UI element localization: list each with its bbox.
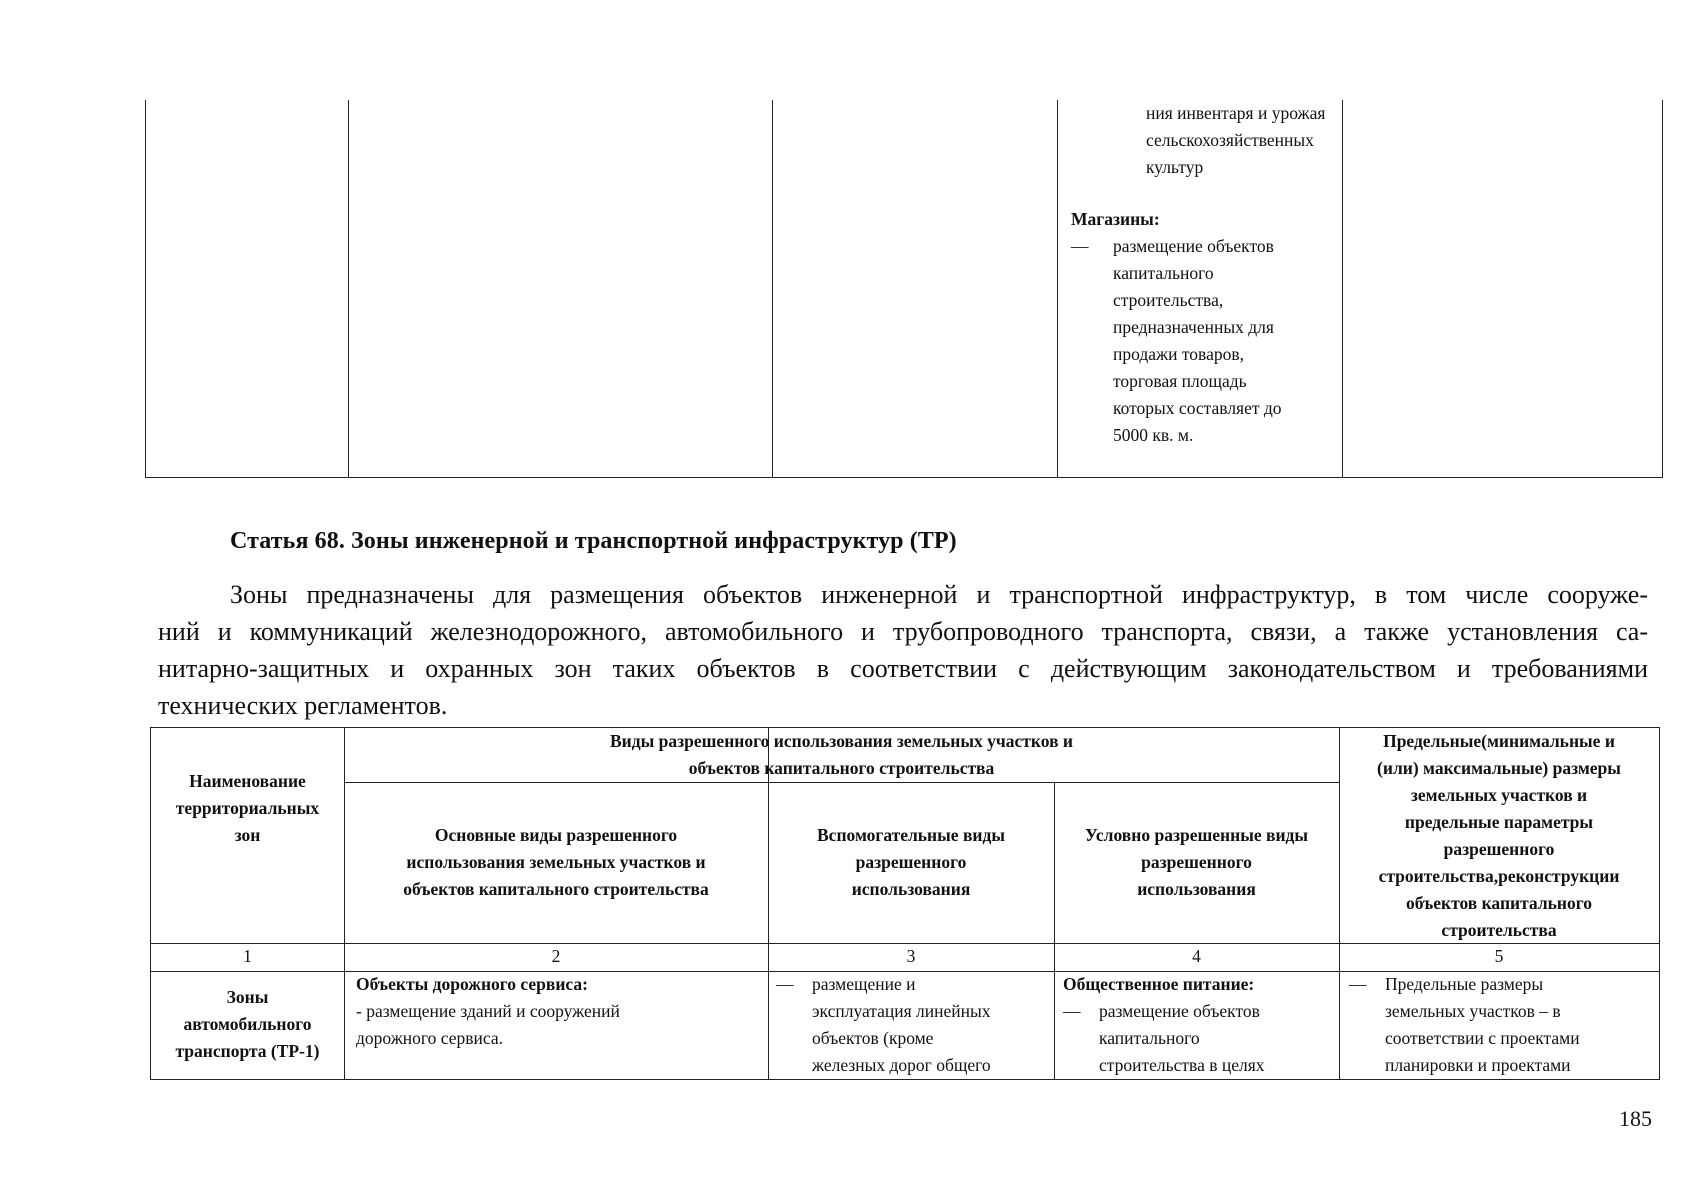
header-auxiliary-uses: Вспомогательные виды разрешенного использования — [817, 825, 1005, 899]
page-number: 185 — [1619, 1106, 1652, 1131]
paragraph-line: ний и коммуникаций железнодорожного, автомобильного и трубопроводного транспорта, связи, а также установления са- — [158, 617, 1648, 646]
header-permitted-uses-group: Виды разрешенного использования земельных участков и объектов капитального строительства — [610, 731, 1073, 778]
column-number: 3 — [906, 946, 916, 966]
zones-table — [150, 727, 1660, 1080]
dash-bullet: — — [776, 974, 794, 994]
row-divider — [344, 782, 1339, 783]
dash-bullet: — — [1349, 974, 1367, 994]
paragraph-line: Зоны предназначены для размещения объектов инженерной и транспортной инфраструктур, в том числе сооруже- — [230, 580, 1648, 609]
header-main-uses: Основные виды разрешенного использования земельных участков и объектов капитального строительства — [403, 825, 709, 899]
continued-table — [145, 100, 1663, 478]
column-number: 4 — [1192, 946, 1201, 966]
dash-bullet: — — [1071, 236, 1089, 256]
article-heading: Статья 68. Зоны инженерной и транспортной инфраструктур (ТР) — [230, 528, 957, 554]
auxiliary-uses-item: — размещение и эксплуатация линейных объектов (кроме железных дорог общего — [776, 971, 1046, 1079]
dash-bullet: — — [1063, 1001, 1081, 1021]
header-zone-name: Наименование территориальных зон — [175, 771, 320, 845]
shops-list-item: — размещение объектов капитального строительства, предназначенных для продажи товаров, торговая площадь которых составляет до 5000 кв. м. — [1071, 233, 1361, 449]
column-divider — [1057, 100, 1058, 477]
header-limit-parameters: Предельные(минимальные и (или) максимальные) размеры земельных участков и предельные параметры разрешенного строительства,реконструкции объектов капитального строительства — [1377, 731, 1621, 940]
public-catering-title: Общественное питание: — [1063, 974, 1255, 994]
column-number: 1 — [243, 946, 252, 966]
paragraph-line: нитарно-защитных и охранных зон таких объектов в соответствии с действующим законодательством и требованиями — [158, 654, 1648, 683]
zone-name: Зоны автомобильного транспорта (ТР-1) — [175, 987, 320, 1061]
column-number: 5 — [1494, 946, 1504, 966]
limits-item: — Предельные размеры земельных участков – в соответствии с проектами планировки и проектами — [1349, 971, 1654, 1079]
article-paragraph — [158, 576, 1648, 724]
header-conditional-uses: Условно разрешенные виды разрешенного использования — [1084, 825, 1309, 899]
road-service-title: Объекты дорожного сервиса: — [356, 974, 588, 994]
conditional-uses-item: — размещение объектов капитального строительства в целях — [1063, 998, 1333, 1079]
continued-item-text: ния инвентаря и урожая сельскохозяйственных культур — [1146, 103, 1326, 177]
column-divider — [772, 100, 773, 477]
column-divider — [348, 100, 349, 477]
main-uses-cell: Объекты дорожного сервиса: - размещение зданий и сооружений дорожного сервиса. — [356, 971, 761, 1052]
paragraph-line: технических регламентов. — [158, 691, 448, 720]
shops-title: Магазины: — [1071, 209, 1160, 229]
column-number: 2 — [551, 946, 561, 966]
